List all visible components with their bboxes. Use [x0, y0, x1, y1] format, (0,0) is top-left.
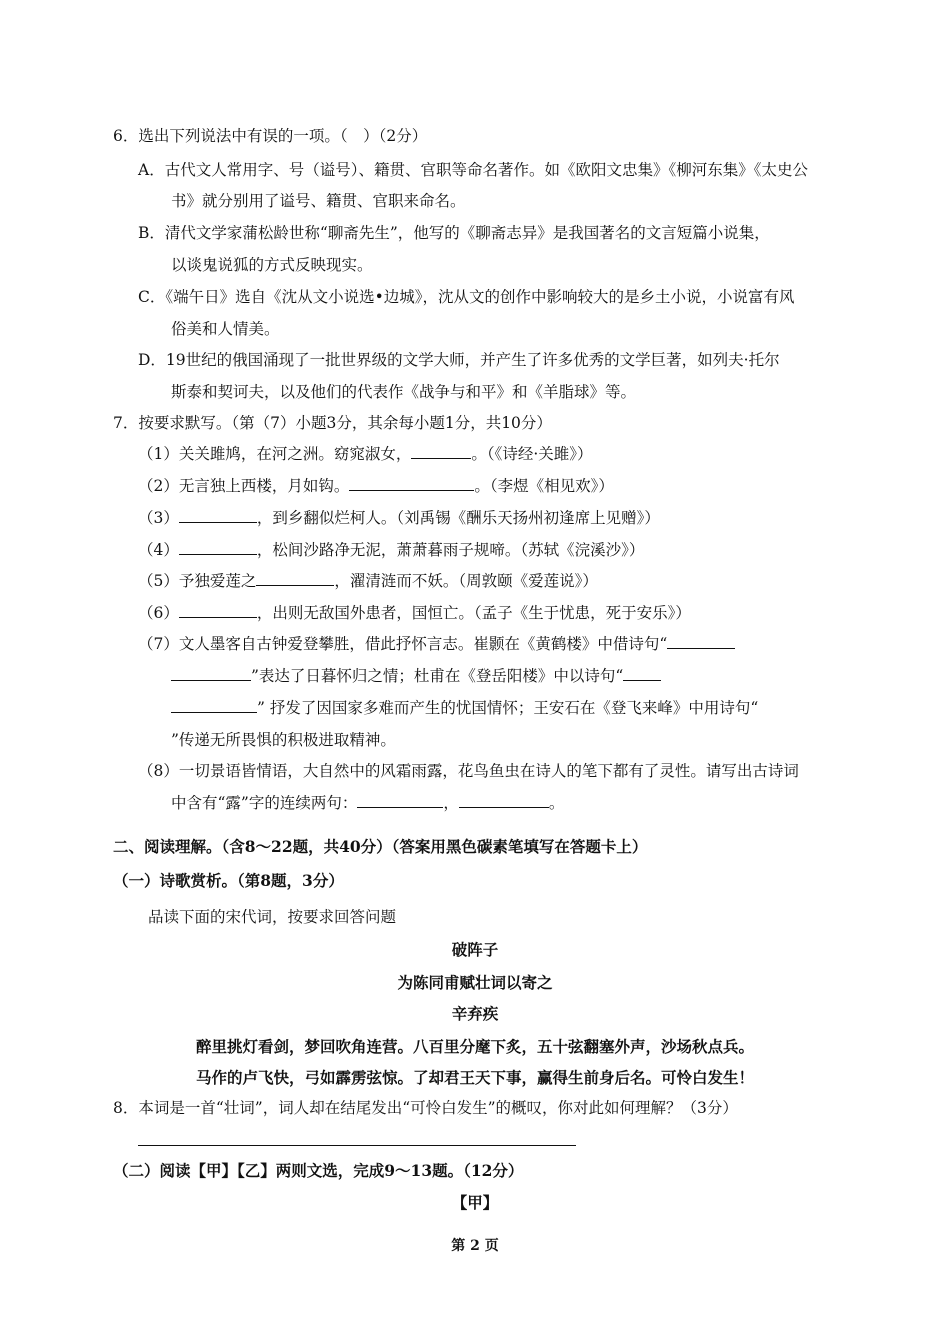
section-2-title: 二、阅读理解。（含8～22题，共40分）（答案用黑色碳素笔填写在答题卡上） [113, 837, 648, 856]
q7-item-6 [138, 603, 691, 623]
q7-item-2 [138, 476, 614, 496]
answer-blank[interactable] [179, 540, 257, 555]
q7-item-4-source: ，松间沙路净无泥，萧萧暮雨子规啼。（苏轼《浣溪沙》） [256, 541, 645, 559]
q7-item-5 [138, 571, 598, 591]
q6-option-b-line1: B．清代文学家蒲松龄世称“聊斋先生”，他写的《聊斋志异》是我国著名的文言短篇小说集， [138, 224, 770, 242]
q7-item-3 [138, 508, 660, 528]
q7-item-7-line4: ”传递无所畏惧的积极进取精神。 [171, 731, 396, 749]
q6-option-d-line2: 斯泰和契诃夫，以及他们的代表作《战争与和平》和《羊脂球》等。 [171, 383, 637, 401]
q7-stem: 7．按要求默写。（第（7）小题3分，其余每小题1分，共10分） [113, 414, 552, 432]
q6-option-c-line2: 俗美和人情美。 [171, 320, 280, 338]
q7-item-6-text: （6） [138, 604, 179, 622]
poem-intro: 品读下面的宋代词，按要求回答问题 [148, 908, 397, 926]
q7-item-5-source: ，濯清涟而不妖。（周敦颐《爱莲说》） [334, 572, 598, 590]
q7-item-8-text: 中含有“露”字的连续两句： [171, 794, 358, 812]
q6-option-a-line2: 书》就分别用了谥号、籍贯、官职来命名。 [171, 192, 466, 210]
q7-item-1 [138, 444, 593, 464]
q7-item-3-text: （3） [138, 509, 179, 527]
q7-item-6-source: ，出则无敌国外患者，国恒亡。（孟子《生于忧患，死于安乐》） [256, 604, 691, 622]
q7-item-4 [138, 540, 644, 560]
answer-blank[interactable] [459, 793, 549, 808]
q7-item-8-comma: ， [443, 794, 459, 812]
q7-item-7-line1 [138, 634, 735, 654]
q7-item-2-source: 。（李煜《相见欢》） [474, 477, 614, 495]
q7-item-7-text: （7）文人墨客自古钟爱登攀胜，借此抒怀言志。崔颢在《黄鹤楼》中借诗句“ [138, 635, 668, 653]
q6-option-d-line1: D．19世纪的俄国涌现了一批世界级的文学大师，并产生了许多优秀的文学巨著，如列夫·托尔 [138, 351, 780, 369]
poem-title: 破阵子 [451, 941, 499, 959]
q7-item-7-quote: ” [257, 699, 265, 717]
poem-line-2: 马作的卢飞快，弓如霹雳弦惊。了却君王天下事，赢得生前身后名。可怜白发生！ [195, 1069, 754, 1087]
answer-blank[interactable] [256, 571, 334, 586]
q7-item-3-source: ，到乡翻似烂柯人。（刘禹锡《酬乐天扬州初逢席上见赠》） [256, 509, 660, 527]
q8-stem: 8．本词是一首“壮词”，词人却在结尾发出“可怜白发生”的概叹，你对此如何理解？（3分） [113, 1099, 738, 1117]
q6-option-a-line1: A．古代文人常用字、号（谥号）、籍贯、官职等命名著作。如《欧阳文忠集》《柳河东集》《太史公 [138, 161, 808, 179]
poem-line-1: 醉里挑灯看剑，梦回吹角连营。八百里分麾下炙，五十弦翻塞外声，沙场秋点兵。 [195, 1038, 754, 1056]
answer-blank[interactable] [171, 698, 257, 713]
q8-answer-line[interactable] [138, 1145, 576, 1146]
answer-blank[interactable] [179, 603, 257, 618]
q7-item-4-text: （4） [138, 541, 179, 559]
answer-blank[interactable] [171, 666, 251, 681]
passage-jia-label: 【甲】 [451, 1193, 499, 1212]
answer-blank[interactable] [179, 508, 257, 523]
answer-blank[interactable] [357, 793, 443, 808]
q7-item-1-text: （1）关关雎鸠，在河之洲。窈窕淑女， [138, 445, 412, 463]
q7-item-5-text: （5）予独爱莲之 [138, 572, 257, 590]
poem-subtitle: 为陈同甫赋壮词以寄之 [397, 974, 553, 992]
q6-option-c-line1: C．《端午日》选自《沈从文小说选•边城》，沈从文的创作中影响较大的是乡土小说，小说富有风 [138, 288, 795, 306]
answer-blank[interactable] [411, 444, 471, 459]
q7-item-7-text: 抒发了因国家多难而产生的忧国情怀；王安石在《登飞来峰》中用诗句“ [269, 699, 759, 717]
q7-item-7-line2 [171, 666, 661, 686]
poem-author: 辛弃疾 [451, 1005, 499, 1023]
q7-item-8-line1: （8）一切景语皆情语，大自然中的风霜雨露，花鸟鱼虫在诗人的笔下都有了灵性。请写出古诗词 [138, 762, 799, 780]
q7-item-7-line3 [171, 698, 758, 718]
q7-item-1-source: 。（《诗经·关雎》） [471, 445, 593, 463]
q7-item-7-text: ”表达了日暮怀归之情；杜甫在《登岳阳楼》中以诗句“ [251, 667, 624, 685]
q6-stem: 6．选出下列说法中有误的一项。（ ）（2分） [113, 127, 428, 145]
q7-item-8-period: 。 [548, 794, 565, 812]
q7-item-2-text: （2）无言独上西楼，月如钩。 [138, 477, 350, 495]
q6-option-b-line2: 以谈鬼说狐的方式反映现实。 [171, 256, 373, 274]
section-2-part-2-heading: （二）阅读【甲】【乙】两则文选，完成9～13题。（12分） [113, 1161, 524, 1180]
answer-blank[interactable] [667, 634, 735, 649]
section-2-part-1-heading: （一）诗歌赏析。（第8题，3分） [113, 871, 344, 890]
q7-item-8-line2 [171, 793, 564, 813]
answer-blank[interactable] [349, 476, 474, 491]
answer-blank[interactable] [623, 666, 661, 681]
page-number: 第 2 页 [451, 1238, 499, 1254]
